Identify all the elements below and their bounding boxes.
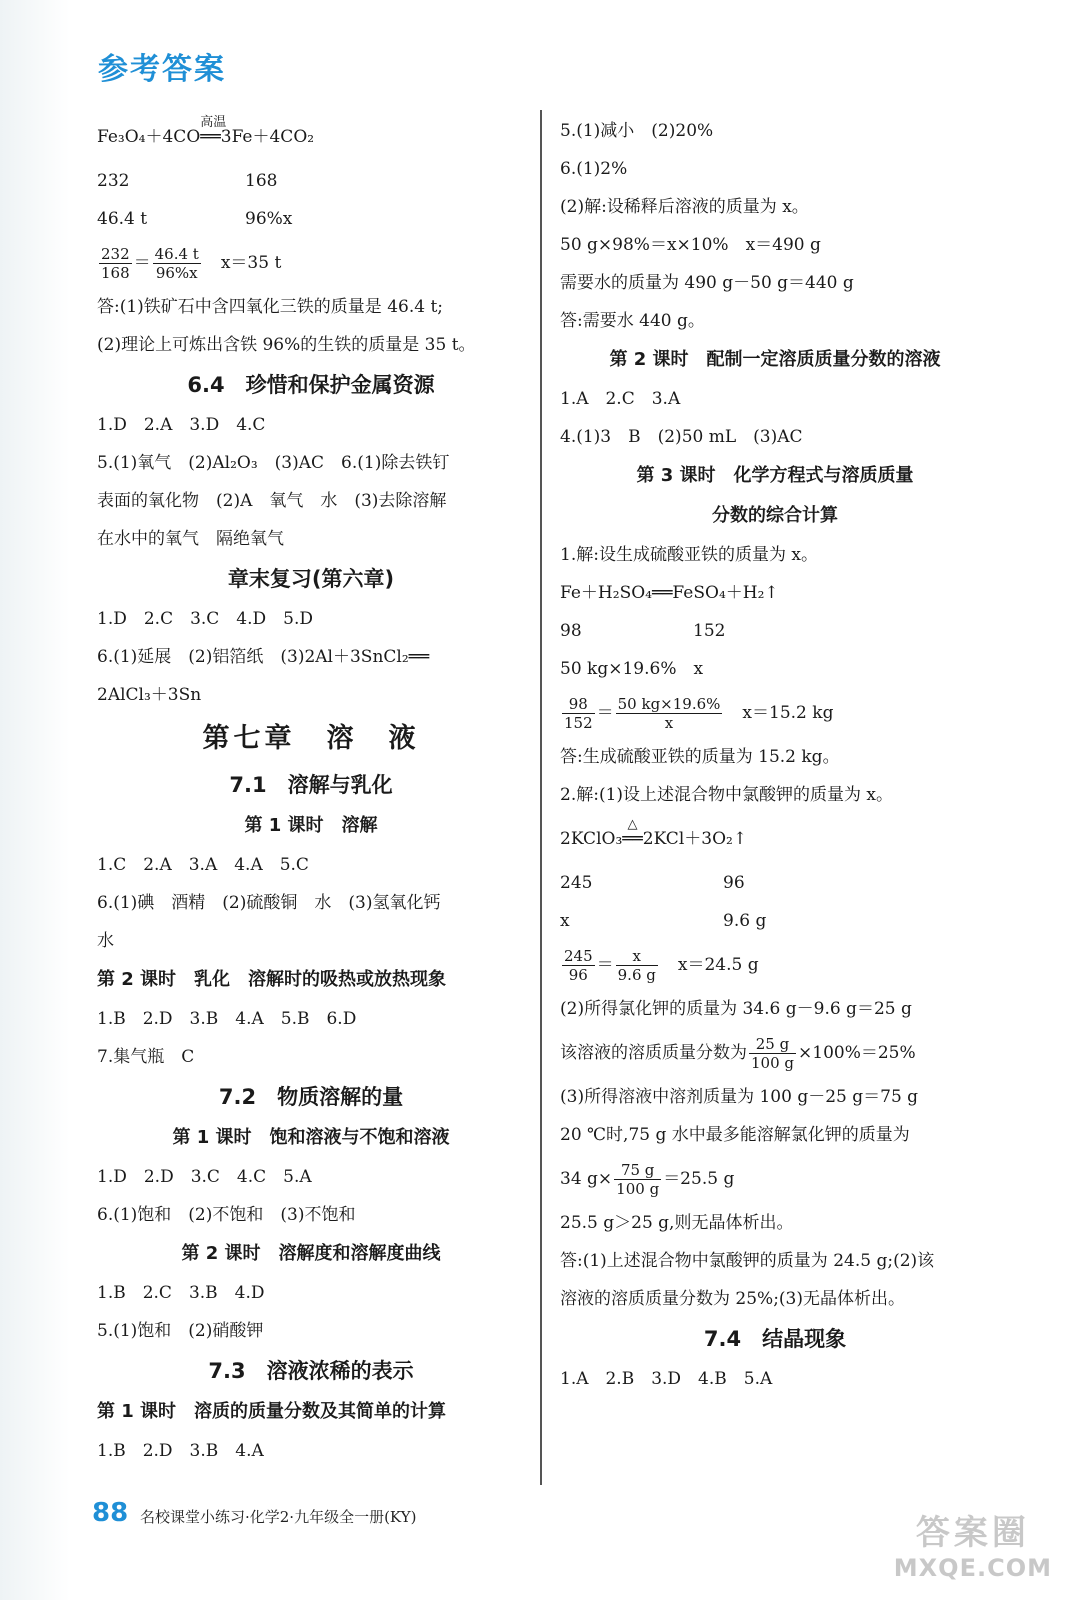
answer-line: 1.B 2.D 3.B 4.A 5.B 6.D — [97, 1009, 357, 1029]
mass-value: 152 — [693, 621, 726, 641]
numerator: 232 — [101, 245, 130, 263]
column-divider — [540, 110, 542, 1485]
answer-line — [560, 1154, 990, 1204]
answer-line: 在水中的氧气 隔绝氧气 — [97, 529, 284, 549]
page-edge-shading — [0, 0, 70, 1600]
answer-line: 答:需要水 440 g。 — [560, 311, 705, 331]
denominator: x — [664, 714, 674, 732]
numerator: x — [616, 947, 658, 966]
section-heading: 7.2 物质溶解的量 — [218, 1085, 404, 1109]
answer-line: 1.D 2.D 3.C 4.C 5.A — [97, 1167, 312, 1187]
proportion-line: $\frac{245}{96}$ ＝ $\frac{x}{9.6 g}$ x＝24.5 g — [564, 947, 759, 984]
answer-line: 答:(1)铁矿石中含四氧化三铁的质量是 46.4 t; — [97, 297, 444, 317]
lesson-heading: 第 1 课时 溶质的质量分数及其简单的计算 — [97, 1401, 447, 1422]
answer-line — [560, 1028, 990, 1078]
header-title: 参考答案 — [98, 52, 226, 87]
answer-line: 1.解:设生成硫酸亚铁的质量为 x。 — [560, 545, 818, 565]
lesson-heading: 第 1 课时 饱和溶液与不饱和溶液 — [172, 1127, 450, 1148]
answer-line: 表面的氧化物 (2)A 氧气 水 (3)去除溶解 — [97, 491, 447, 511]
equation-rhs: 3Fe＋4CO₂ — [220, 127, 315, 147]
mass-line — [560, 902, 990, 940]
watermark-logo — [894, 1505, 1052, 1582]
book-title: 名校课堂小练习·化学2·九年级全一册(KY) — [140, 1508, 417, 1526]
answer-line: 20 ℃时,75 g 水中最多能溶解氯化钾的质量为 — [560, 1125, 910, 1145]
answer-line: 6.(1)2% — [560, 159, 628, 179]
answer-line: (2)解:设稀释后溶液的质量为 x。 — [560, 197, 809, 217]
denominator: 96%x — [155, 264, 198, 282]
mass-value: 46.4 t — [97, 209, 148, 229]
lesson-heading: 第 2 课时 乳化 溶解时的吸热或放热现象 — [97, 969, 447, 990]
fraction — [153, 245, 201, 282]
proportion-line: $\frac{98}{152}$ ＝ $\frac{50 kg\times 19.6\%}{x}$ x＝15.2 kg — [564, 695, 834, 732]
text: 该溶液的溶质质量分数为 — [560, 1043, 747, 1063]
answer-line: 1.A 2.C 3.A — [560, 389, 681, 409]
denominator: 96 — [568, 966, 588, 984]
lesson-heading: 分数的综合计算 — [712, 505, 838, 526]
answer-line: 1.D 2.A 3.D 4.C — [97, 415, 266, 435]
section-heading: 7.3 溶液浓稀的表示 — [208, 1359, 414, 1383]
denominator: 100 g — [616, 1180, 660, 1198]
lesson-heading: 第 2 课时 溶解度和溶解度曲线 — [181, 1243, 441, 1264]
text: 34 g× — [560, 1169, 613, 1189]
page-number: 88 — [92, 1498, 129, 1528]
answer-line: 1.B 2.D 3.B 4.A — [97, 1441, 264, 1461]
mass-line — [97, 200, 525, 238]
mass-line — [97, 162, 525, 200]
text: ×100%＝25% — [798, 1043, 916, 1063]
answer-line: (2)所得氯化钾的质量为 34.6 g－9.6 g＝25 g — [560, 999, 912, 1019]
answer-line: 5.(1)减小 (2)20% — [560, 121, 714, 141]
numerator: 98 — [562, 695, 595, 714]
answer-line: 5.(1)饱和 (2)硝酸钾 — [97, 1321, 264, 1341]
section-heading: 章末复习(第六章) — [227, 567, 395, 591]
denominator: 152 — [564, 714, 593, 732]
answer-line: 4.(1)3 B (2)50 mL (3)AC — [560, 427, 803, 447]
mass-value: 96 — [723, 873, 745, 893]
watermark-text: 答案圈 — [915, 1513, 1030, 1553]
text: ＝25.5 g — [663, 1169, 735, 1189]
right-column — [560, 112, 990, 1398]
answer-line: 50 g×98%＝x×10% x＝490 g — [560, 235, 821, 255]
result: x＝15.2 kg — [742, 703, 834, 723]
left-column — [97, 112, 525, 1470]
denominator: 9.6 g — [617, 966, 656, 984]
proportion-line: $\frac{232}{168}$ ＝ $\frac{46.4 t}{96\%x}$ x＝35 t — [101, 245, 282, 282]
lesson-heading: 第 1 课时 溶解 — [244, 815, 378, 836]
result: x＝35 t — [220, 253, 282, 273]
equation-lhs: 2KClO₃ — [560, 829, 623, 849]
numerator: 75 g — [614, 1161, 661, 1180]
fraction — [614, 1161, 661, 1198]
mass-value: 9.6 g — [723, 911, 767, 931]
mass-line: 50 kg×19.6% x — [560, 659, 704, 679]
section-heading: 7.1 溶解与乳化 — [229, 773, 393, 797]
answer-line: 2.解:(1)设上述混合物中氯酸钾的质量为 x。 — [560, 785, 894, 805]
fraction — [616, 947, 658, 984]
answer-line: 答:生成硫酸亚铁的质量为 15.2 kg。 — [560, 747, 840, 767]
reaction-arrow: △ ══ — [622, 814, 642, 864]
reaction-condition: △ — [627, 817, 638, 832]
answer-line: 7.集气瓶 C — [97, 1047, 195, 1067]
numerator: 50 kg×19.6% — [617, 695, 721, 713]
denominator: 100 g — [751, 1054, 795, 1072]
mass-value: x — [560, 911, 570, 931]
answer-line: 1.C 2.A 3.A 4.A 5.C — [97, 855, 309, 875]
result: x＝24.5 g — [677, 955, 759, 975]
answer-line: 1.D 2.C 3.C 4.D 5.D — [97, 609, 314, 629]
mass-value: 232 — [97, 171, 130, 191]
answer-line: 6.(1)饱和 (2)不饱和 (3)不饱和 — [97, 1205, 356, 1225]
equation-lhs: Fe₃O₄＋4CO — [97, 127, 201, 147]
mass-value: 168 — [245, 171, 278, 191]
fraction — [562, 947, 595, 984]
answer-line: 1.A 2.B 3.D 4.B 5.A — [560, 1369, 773, 1389]
section-heading: 7.4 结晶现象 — [703, 1327, 847, 1351]
section-heading: 6.4 珍惜和保护金属资源 — [187, 373, 435, 397]
mass-value: 245 — [560, 873, 593, 893]
watermark-url: MXQE.COM — [893, 1554, 1052, 1582]
equation-line: Fe＋H₂SO₄══FeSO₄＋H₂↑ — [560, 583, 779, 603]
fraction — [616, 695, 723, 732]
answer-line: 6.(1)碘 酒精 (2)硫酸铜 水 (3)氢氧化钙 — [97, 893, 441, 913]
answer-line: (3)所得溶液中溶剂质量为 100 g－25 g＝75 g — [560, 1087, 919, 1107]
fraction — [562, 695, 595, 732]
equation-line — [97, 112, 525, 162]
numerator: 245 — [564, 947, 593, 965]
equation-line — [560, 814, 990, 864]
answer-line: 2AlCl₃＋3Sn — [97, 685, 202, 705]
answer-line: (2)理论上可炼出含铁 96%的生铁的质量是 35 t。 — [97, 335, 476, 355]
mass-line — [560, 864, 990, 902]
numerator: 46.4 t — [154, 245, 199, 263]
reaction-arrow: 高温 ══ — [200, 112, 220, 162]
mass-line — [560, 612, 990, 650]
denominator: 168 — [101, 264, 130, 282]
lesson-heading: 第 2 课时 配制一定溶质质量分数的溶液 — [609, 349, 941, 370]
answer-line: 1.B 2.C 3.B 4.D — [97, 1283, 265, 1303]
answer-line: 6.(1)延展 (2)铝箔纸 (3)2Al＋3SnCl₂══ — [97, 647, 430, 667]
answer-line: 答:(1)上述混合物中氯酸钾的质量为 24.5 g;(2)该 — [560, 1251, 935, 1271]
answer-line: 需要水的质量为 490 g－50 g＝440 g — [560, 273, 854, 293]
mass-value: 96%x — [245, 209, 293, 229]
reaction-condition: 高温 — [200, 115, 227, 130]
equation-rhs: 2KCl＋3O₂↑ — [642, 829, 748, 849]
answer-line: 水 — [97, 931, 114, 951]
numerator: 25 g — [749, 1035, 796, 1054]
answer-line: 5.(1)氧气 (2)Al₂O₃ (3)AC 6.(1)除去铁钉 — [97, 453, 450, 473]
chapter-heading: 第七章 溶 液 — [202, 723, 420, 754]
fraction — [99, 245, 132, 282]
lesson-heading: 第 3 课时 化学方程式与溶质质量 — [636, 465, 914, 486]
answer-line: 溶液的溶质质量分数为 25%;(3)无晶体析出。 — [560, 1289, 905, 1309]
answer-line: 25.5 g＞25 g,则无晶体析出。 — [560, 1213, 794, 1233]
fraction — [749, 1035, 796, 1072]
mass-value: 98 — [560, 621, 582, 641]
